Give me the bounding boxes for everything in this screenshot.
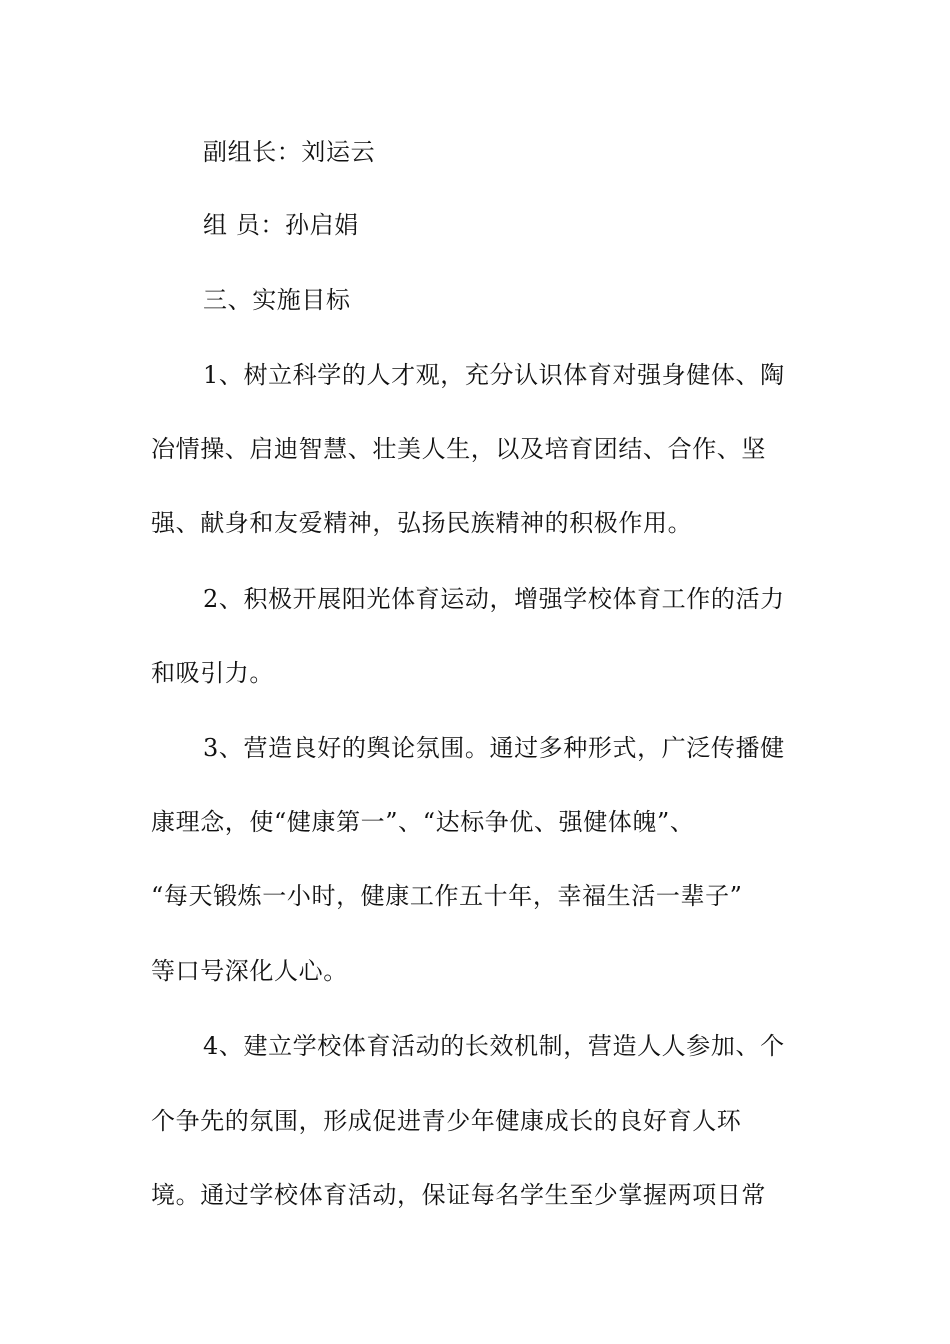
deputy-leader-line: 副组长：刘运云 [203,138,376,166]
paragraph-line: 强、献身和友爱精神，弘扬民族精神的积极作用。 [151,509,693,537]
member-line: 组 员：孙启娟 [203,211,359,239]
paragraph-line: “每天锻炼一小时，健康工作五十年，幸福生活一辈子” [151,882,743,910]
paragraph-line: 4、建立学校体育活动的长效机制，营造人人参加、个 [203,1032,785,1060]
paragraph-line: 个争先的氛围，形成促进青少年健康成长的良好育人环 [151,1107,742,1135]
paragraph-line: 等口号深化人心。 [151,957,348,985]
paragraph-line: 和吸引力。 [151,659,274,687]
paragraph-line: 1、树立科学的人才观，充分认识体育对强身健体、陶 [203,361,785,389]
paragraph-line: 3、营造良好的舆论氛围。通过多种形式，广泛传播健 [203,734,785,762]
paragraph-line: 2、积极开展阳光体育运动，增强学校体育工作的活力 [203,585,785,613]
section-heading: 三、实施目标 [203,286,351,314]
paragraph-line: 冶情操、启迪智慧、壮美人生，以及培育团结、合作、坚 [151,435,766,463]
paragraph-line: 康理念，使“健康第一”、“达标争优、强健体魄”、 [151,808,695,836]
paragraph-line: 境。通过学校体育活动，保证每名学生至少掌握两项日常 [151,1181,766,1209]
